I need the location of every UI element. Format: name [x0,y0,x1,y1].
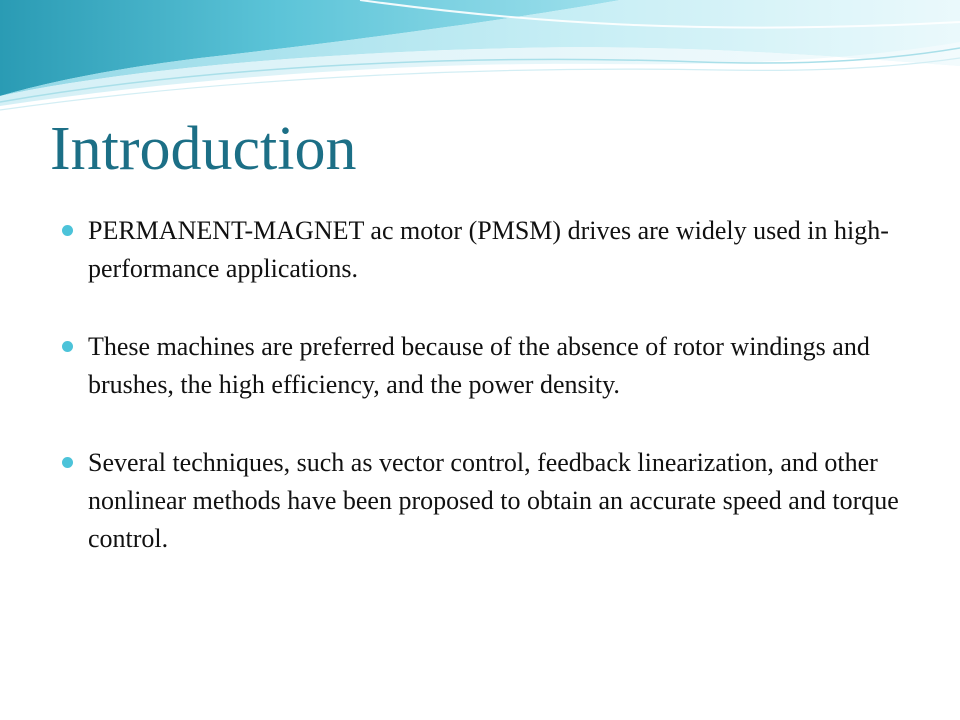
bullet-text: PERMANENT-MAGNET ac motor (PMSM) drives are widely used in high-performance applications. [88,216,889,283]
bullet-text: These machines are preferred because of the absence of rotor windings and brushes, the high efficiency, and the power density. [88,332,870,399]
wave-header-decoration [0,0,960,120]
slide-title: Introduction [50,115,357,183]
bullet-dot-icon [62,457,73,468]
bullet-dot-icon [62,225,73,236]
bullet-list [62,212,912,598]
bullet-item [62,444,912,558]
bullet-item [62,328,912,404]
bullet-item [62,212,912,288]
bullet-dot-icon [62,341,73,352]
bullet-text: Several techniques, such as vector control, feedback linearization, and other nonlinear methods have been proposed to obtain an accurate speed and torque control. [88,448,899,553]
